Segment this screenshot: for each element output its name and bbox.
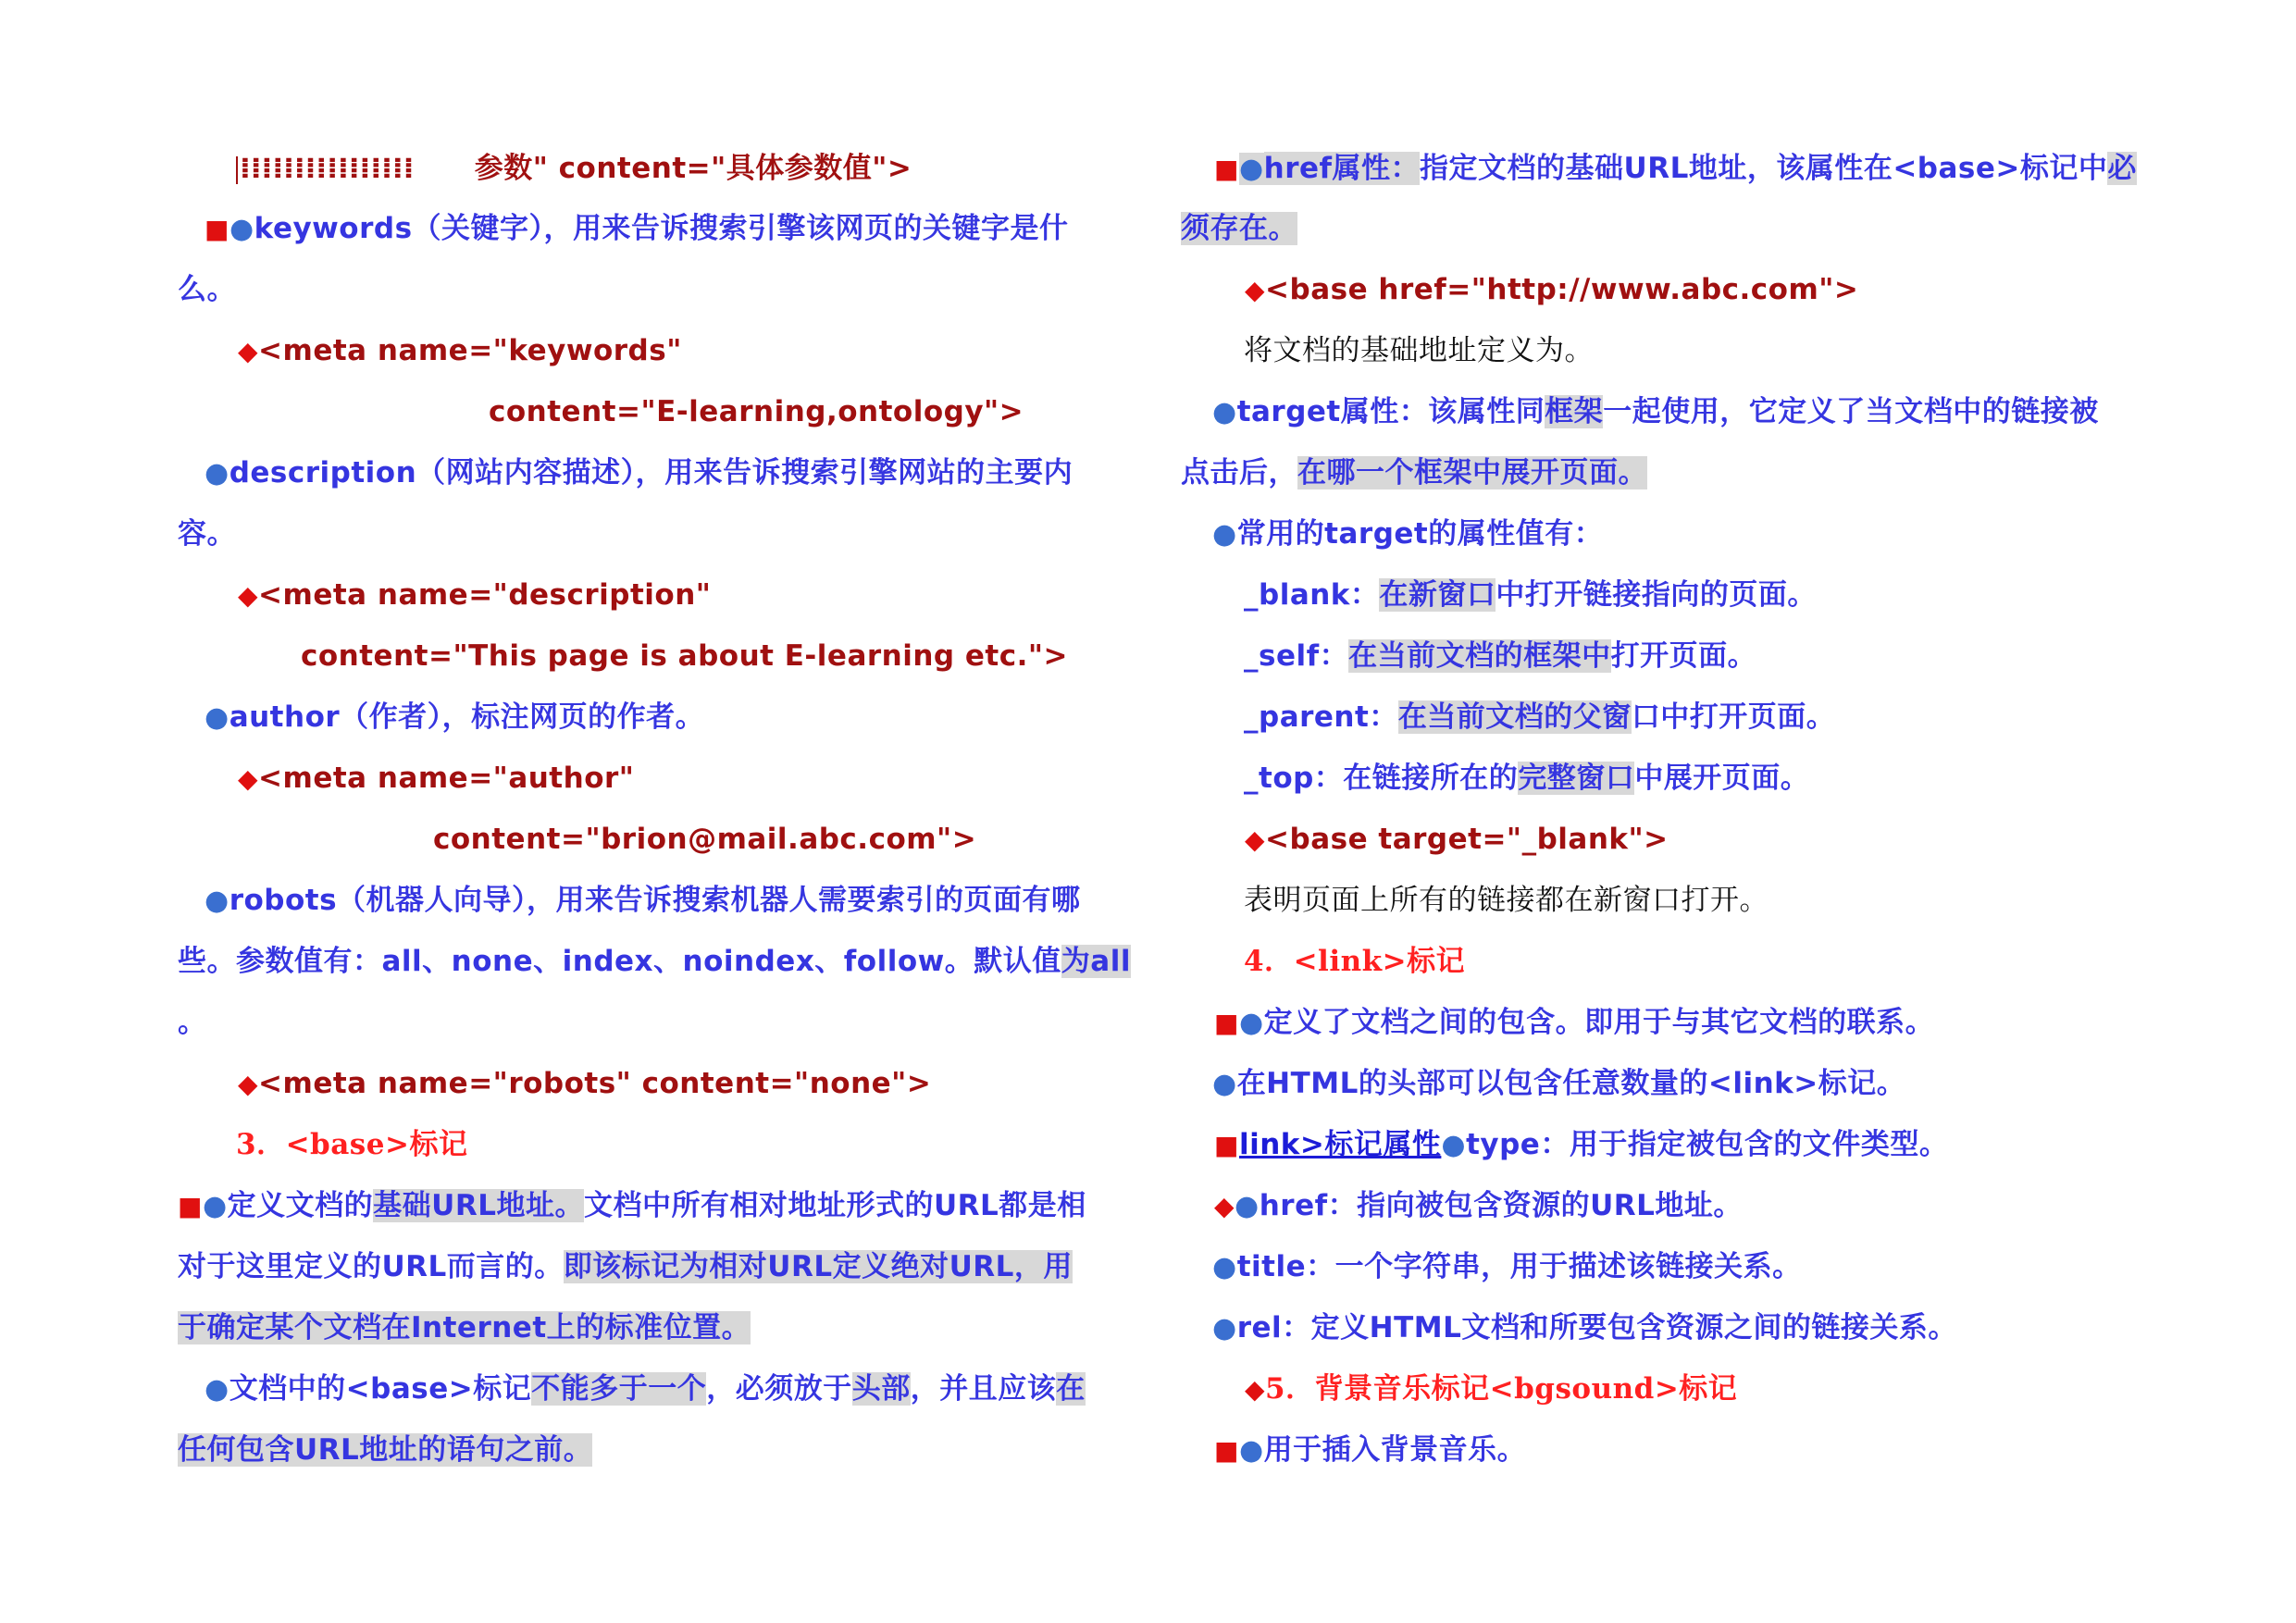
diamond-bullet-icon: ◆ xyxy=(238,580,259,611)
right-line-1 xyxy=(1214,146,2137,191)
right-line-13 xyxy=(1244,878,1769,923)
base-desc-f: 于确定某个文档在Internet上的标准位置。 xyxy=(178,1311,751,1344)
right-line-20 xyxy=(1212,1306,1957,1350)
base-rule-b: 不能多于一个 xyxy=(531,1372,707,1406)
description-desc: description（网站内容描述），用来告诉搜索引擎网站的主要内 xyxy=(229,456,1074,489)
code-author-content: content="brion@mail.abc.com"> xyxy=(433,823,977,856)
link-type-desc: type：用于指定被包含的文件类型。 xyxy=(1466,1128,1949,1161)
href-attr-desc-hl: 必 xyxy=(2107,152,2137,185)
dot-bullet-icon: ● xyxy=(229,213,254,245)
left-line-7 xyxy=(178,512,236,556)
square-bullet-icon: ■ xyxy=(1214,1008,1239,1038)
code-meta-robots: <meta name="robots" content="none"> xyxy=(258,1067,932,1100)
top-label: _top：在链接所在的 xyxy=(1244,762,1519,795)
code-meta-author: <meta name="author" xyxy=(258,762,635,795)
right-line-22 xyxy=(1214,1428,1526,1472)
right-line-6 xyxy=(1181,451,1647,495)
target-attr-d: 点击后， xyxy=(1181,456,1297,489)
link-title-desc: title：一个字符串，用于描述该链接关系。 xyxy=(1236,1250,1802,1283)
robots-desc: robots（机器人向导），用来告诉搜索机器人需要索引的页面有哪 xyxy=(229,884,1081,917)
target-attr-c: 一起使用，它定义了当文档中的链接被 xyxy=(1603,395,2099,428)
link-href-desc: href：指向被包含资源的URL地址。 xyxy=(1259,1189,1743,1222)
keywords-desc-cont: 么。 xyxy=(178,273,236,306)
left-line-10 xyxy=(205,695,704,739)
href-attr-desc: 指定文档的基础URL地址，该属性在<base>标记中 xyxy=(1420,152,2108,185)
dot-bullet-icon: ● xyxy=(1235,1190,1260,1222)
code-meta-description: <meta name="description" xyxy=(258,578,712,612)
left-line-16 xyxy=(238,1061,931,1106)
base-rule-c: ，必须放于 xyxy=(706,1372,852,1406)
target-attr-e: 在哪一个框架中展开页面。 xyxy=(1297,456,1647,489)
dot-bullet-icon: ● xyxy=(205,1373,230,1406)
square-bullet-icon: ■ xyxy=(1214,154,1239,184)
section-heading-bgsound: 5．背景音乐标记<bgsound>标记 xyxy=(1265,1372,1738,1406)
right-line-8 xyxy=(1244,573,1817,617)
square-bullet-icon: ■ xyxy=(205,214,230,244)
right-line-4 xyxy=(1244,328,1594,373)
left-line-3 xyxy=(178,267,236,312)
square-bullet-icon: ■ xyxy=(1214,1130,1239,1160)
link-count-desc: 在HTML的头部可以包含任意数量的<link>标记。 xyxy=(1236,1067,1906,1100)
base-href-explain: 将文档的基础地址定义为。 xyxy=(1244,334,1594,367)
right-line-2 xyxy=(1181,206,1297,251)
dot-bullet-icon: ● xyxy=(205,701,230,734)
code-meta-keywords: <meta name="keywords" xyxy=(258,334,682,367)
href-attr-desc-cont: 须存在。 xyxy=(1181,212,1297,245)
left-line-14 xyxy=(178,939,1131,984)
right-line-11 xyxy=(1244,756,1809,800)
parent-desc: 口中打开页面。 xyxy=(1631,700,1836,734)
left-line-17 xyxy=(236,1122,467,1167)
code-keywords-content: content="E-learning,ontology"> xyxy=(489,395,1024,428)
robots-default-value: 为all xyxy=(1061,945,1131,978)
href-attr-label: href属性： xyxy=(1263,152,1421,185)
link-rel-desc: rel：定义HTML文档和所要包含资源之间的链接关系。 xyxy=(1236,1311,1957,1344)
top-desc-hl: 完整窗口 xyxy=(1518,762,1635,795)
base-rule-d: 头部 xyxy=(851,1372,911,1406)
target-attr-a: target属性：该属性同 xyxy=(1236,395,1545,428)
dot-bullet-icon: ● xyxy=(1212,1068,1237,1100)
square-bullet-icon: ■ xyxy=(178,1191,203,1221)
base-desc-e: 即该标记为相对URL定义绝对URL，用 xyxy=(563,1250,1073,1283)
right-line-18 xyxy=(1214,1183,1743,1228)
left-line-9 xyxy=(301,634,1068,678)
blank-desc-hl: 在新窗口 xyxy=(1379,578,1496,612)
diamond-bullet-icon: ◆ xyxy=(1245,1374,1266,1405)
diamond-bullet-icon: ◆ xyxy=(1245,824,1266,855)
self-desc-hl: 在当前文档的框架中 xyxy=(1348,639,1611,673)
base-target-explain: 表明页面上所有的链接都在新窗口打开。 xyxy=(1244,884,1769,917)
left-line-2 xyxy=(205,206,1069,251)
right-line-14 xyxy=(1244,939,1465,984)
base-rule-g: 任何包含URL地址的语句之前。 xyxy=(178,1433,593,1467)
right-line-3 xyxy=(1245,267,1858,312)
left-line-21 xyxy=(205,1367,1086,1411)
meta-params-text: 参数" content="具体参数值"> xyxy=(474,152,912,185)
dot-bullet-icon: ● xyxy=(1441,1129,1467,1161)
left-line-5 xyxy=(489,390,1024,434)
dot-bullet-icon: ● xyxy=(1212,1312,1237,1344)
left-line-19 xyxy=(178,1245,1073,1289)
right-line-16 xyxy=(1212,1061,1905,1106)
robots-params-end: 。 xyxy=(178,1006,207,1039)
dot-bullet-icon: ● xyxy=(1212,396,1237,428)
dot-bullet-icon: ● xyxy=(1238,1434,1264,1467)
diamond-bullet-icon: ◆ xyxy=(238,1069,259,1099)
self-label: _self： xyxy=(1244,639,1349,673)
link-attributes-hyperlink[interactable]: link>标记属性 xyxy=(1238,1128,1442,1161)
code-description-content: content="This page is about E-learning etc."> xyxy=(301,639,1069,673)
self-desc: 打开页面。 xyxy=(1610,639,1757,673)
dot-bullet-icon: ● xyxy=(1212,1251,1237,1283)
right-line-9 xyxy=(1244,634,1756,678)
right-line-21 xyxy=(1245,1367,1737,1411)
right-line-7 xyxy=(1212,512,1603,556)
left-line-12 xyxy=(433,817,976,861)
left-line-8 xyxy=(238,573,711,617)
dotted-placeholder: ⁞⁞⁞⁞⁞⁞⁞⁞⁞⁞⁞⁞⁞⁞⁞⁞ xyxy=(240,152,415,185)
left-line-11 xyxy=(238,756,634,800)
target-attr-b: 框架 xyxy=(1545,395,1604,428)
square-bullet-icon: ■ xyxy=(1214,1435,1239,1466)
dot-bullet-icon: ● xyxy=(205,885,230,917)
left-line-6 xyxy=(205,451,1073,495)
bgsound-desc: 用于插入背景音乐。 xyxy=(1263,1433,1527,1467)
code-base-target: <base target="_blank"> xyxy=(1265,823,1669,856)
diamond-bullet-icon: ◆ xyxy=(238,336,259,366)
blank-label: _blank： xyxy=(1244,578,1380,612)
base-rule-a: 文档中的<base>标记 xyxy=(229,1372,532,1406)
diamond-bullet-icon: ◆ xyxy=(238,763,259,794)
base-rule-f: 在 xyxy=(1056,1372,1086,1406)
left-line-18 xyxy=(178,1183,1086,1228)
cursor-bar xyxy=(236,156,238,184)
base-rule-e: ，并且应该 xyxy=(910,1372,1057,1406)
left-line-22 xyxy=(178,1428,592,1472)
section-heading-base: 3．<base>标记 xyxy=(236,1128,468,1161)
keywords-desc: keywords（关键字），用来告诉搜索引擎该网页的关键字是什 xyxy=(254,212,1069,245)
right-line-12 xyxy=(1245,817,1669,861)
parent-desc-hl: 在当前文档的父窗 xyxy=(1397,700,1632,734)
right-line-15 xyxy=(1214,1000,1934,1045)
base-desc-b: 基础URL地址。 xyxy=(373,1189,584,1222)
base-desc-c: 文档中所有相对地址形式的URL都是相 xyxy=(583,1189,1086,1222)
dot-bullet-icon: ● xyxy=(1238,1007,1264,1039)
base-desc-d: 对于这里定义的URL而言的。 xyxy=(178,1250,564,1283)
left-line-13 xyxy=(205,878,1081,923)
dot-bullet-icon: ● xyxy=(202,1190,228,1222)
dot-bullet-icon: ● xyxy=(1238,153,1264,185)
right-line-17 xyxy=(1214,1122,1948,1167)
base-desc-a: 定义文档的 xyxy=(227,1189,374,1222)
right-line-5 xyxy=(1212,390,2099,434)
left-line-4 xyxy=(238,328,682,373)
robots-params: 些。参数值有：all、none、index、noindex、follow。默认值 xyxy=(178,945,1061,978)
diamond-bullet-icon: ◆ xyxy=(1245,275,1266,305)
target-values-heading: 常用的target的属性值有： xyxy=(1236,517,1604,551)
section-heading-link: 4．<link>标记 xyxy=(1244,945,1466,978)
top-desc: 中展开页面。 xyxy=(1634,762,1810,795)
left-line-15 xyxy=(178,1000,207,1045)
author-desc: author（作者），标注网页的作者。 xyxy=(229,700,705,734)
diamond-bullet-icon: ◆ xyxy=(1214,1191,1235,1221)
description-desc-cont: 容。 xyxy=(178,517,236,551)
dot-bullet-icon: ● xyxy=(1212,518,1237,551)
dot-bullet-icon: ● xyxy=(205,457,230,489)
right-line-19 xyxy=(1212,1245,1802,1289)
blank-desc: 中打开链接指向的页面。 xyxy=(1496,578,1817,612)
left-line-1 xyxy=(236,146,912,191)
link-desc: 定义了文档之间的包含。即用于与其它文档的联系。 xyxy=(1263,1006,1935,1039)
right-line-10 xyxy=(1244,695,1835,739)
parent-label: _parent： xyxy=(1244,700,1398,734)
code-base-href: <base href="http://www.abc.com"> xyxy=(1265,273,1859,306)
left-line-20 xyxy=(178,1306,751,1350)
